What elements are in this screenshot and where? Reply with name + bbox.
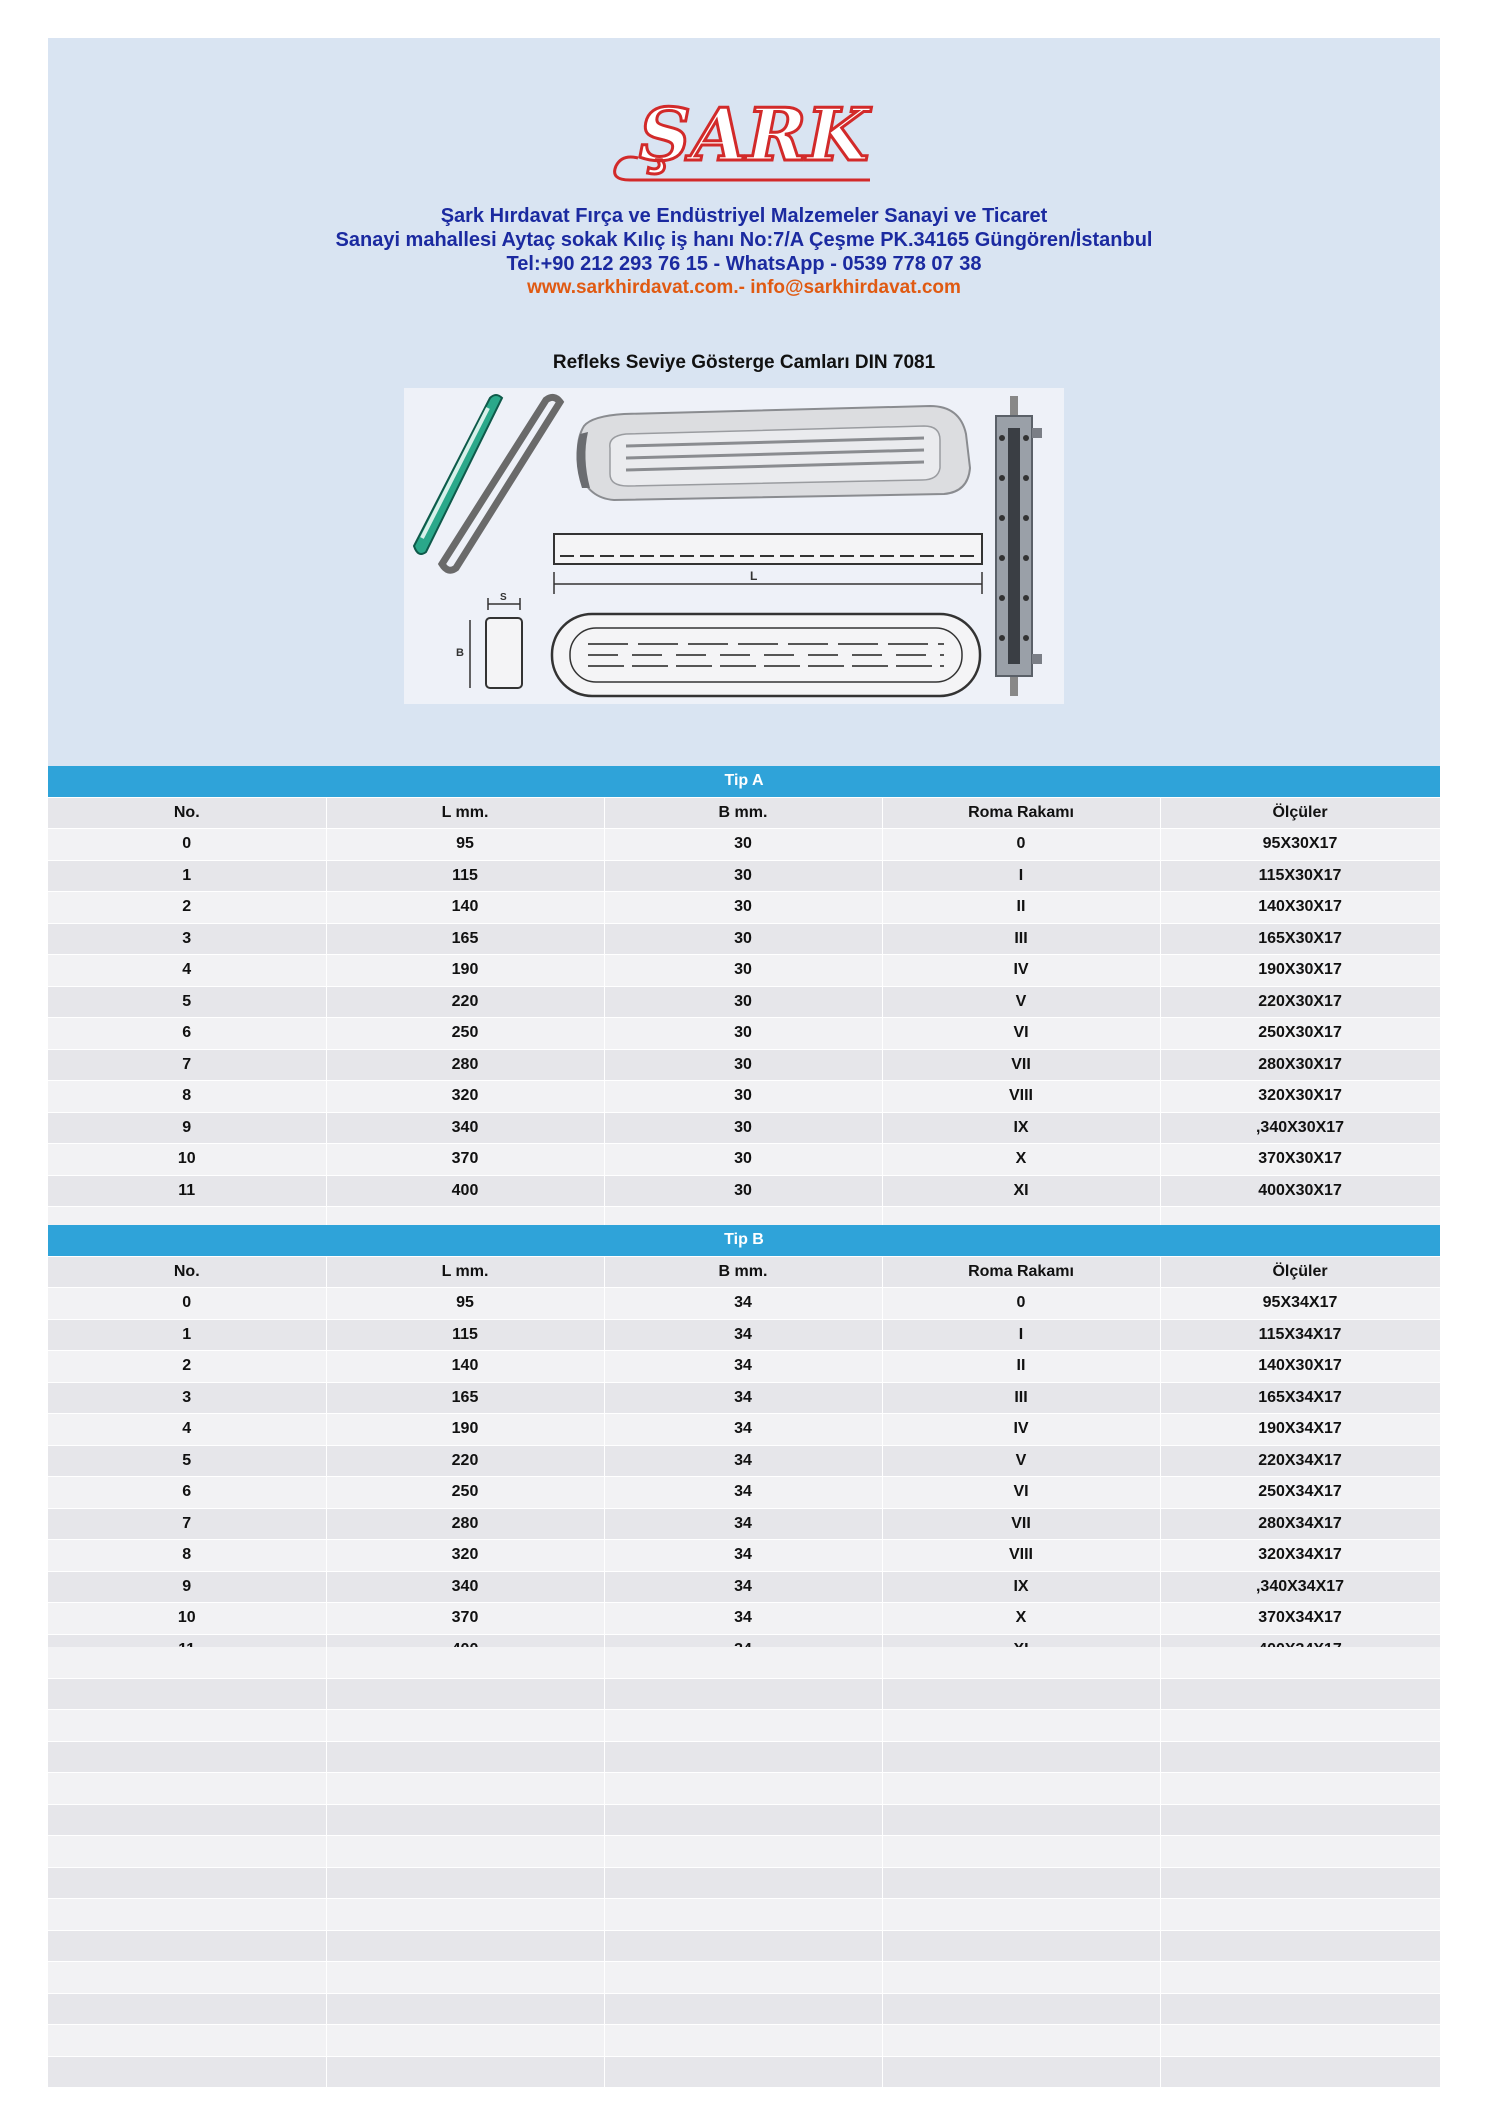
column-header: Roma Rakamı bbox=[882, 797, 1160, 829]
cell-no: 3 bbox=[48, 923, 326, 955]
empty-row bbox=[48, 1899, 1440, 1931]
cell-l: 250 bbox=[326, 1018, 604, 1050]
tip-b-header-row bbox=[48, 1256, 1440, 1288]
table-row bbox=[48, 1477, 1440, 1509]
column-header: Ölçüler bbox=[1160, 797, 1440, 829]
cell-dimensions: 95X30X17 bbox=[1160, 829, 1440, 861]
empty-row bbox=[48, 2056, 1440, 2088]
cell-b: 30 bbox=[604, 892, 882, 924]
table-row bbox=[48, 986, 1440, 1018]
cell-roman: V bbox=[882, 986, 1160, 1018]
cell-dimensions: 115X34X17 bbox=[1160, 1319, 1440, 1351]
cell-dimensions: 320X34X17 bbox=[1160, 1540, 1440, 1572]
tip-a-title: Tip A bbox=[48, 766, 1440, 797]
cell-dimensions: 95X34X17 bbox=[1160, 1288, 1440, 1320]
cell-roman: I bbox=[882, 860, 1160, 892]
cell-b: 30 bbox=[604, 923, 882, 955]
column-header: Ölçüler bbox=[1160, 1256, 1440, 1288]
cell-no: 4 bbox=[48, 955, 326, 987]
company-web: www.sarkhirdavat.com.- info@sarkhirdavat.com bbox=[527, 277, 961, 298]
cell-l: 95 bbox=[326, 1288, 604, 1320]
empty-rows-table bbox=[48, 1647, 1441, 2088]
table-row bbox=[48, 1319, 1440, 1351]
empty-row bbox=[48, 1962, 1440, 1994]
cell-roman: III bbox=[882, 923, 1160, 955]
cell-dimensions: 115X30X17 bbox=[1160, 860, 1440, 892]
cell-no: 3 bbox=[48, 1382, 326, 1414]
cell-no: 2 bbox=[48, 892, 326, 924]
label-s: S bbox=[500, 592, 507, 603]
cell-dimensions: 165X30X17 bbox=[1160, 923, 1440, 955]
cell-l: 140 bbox=[326, 892, 604, 924]
cell-b: 30 bbox=[604, 1081, 882, 1113]
empty-row bbox=[48, 1836, 1440, 1868]
empty-row bbox=[48, 1710, 1440, 1742]
empty-row bbox=[48, 1993, 1440, 2025]
cell-no: 5 bbox=[48, 1445, 326, 1477]
cell-dimensions: 250X34X17 bbox=[1160, 1477, 1440, 1509]
table-row bbox=[48, 1112, 1440, 1144]
empty-row bbox=[48, 1773, 1440, 1805]
cell-no: 8 bbox=[48, 1540, 326, 1572]
cell-b: 34 bbox=[604, 1288, 882, 1320]
cell-roman: V bbox=[882, 1445, 1160, 1477]
cell-no: 11 bbox=[48, 1175, 326, 1207]
cell-b: 30 bbox=[604, 1175, 882, 1207]
cell-l: 280 bbox=[326, 1508, 604, 1540]
company-address: Sanayi mahallesi Aytaç sokak Kılıç iş hanı No:7/A Çeşme PK.34165 Güngören/İstanbul bbox=[335, 229, 1153, 251]
tip-a-table bbox=[48, 766, 1441, 1239]
product-figure bbox=[404, 388, 1064, 704]
table-row bbox=[48, 1445, 1440, 1477]
cell-no: 5 bbox=[48, 986, 326, 1018]
cell-no: 9 bbox=[48, 1112, 326, 1144]
dimension-l bbox=[554, 569, 982, 594]
cell-no: 7 bbox=[48, 1508, 326, 1540]
cell-dimensions: 140X30X17 bbox=[1160, 1351, 1440, 1383]
table-row bbox=[48, 892, 1440, 924]
cross-section-illustration bbox=[456, 592, 522, 688]
cell-roman: X bbox=[882, 1144, 1160, 1176]
table-row bbox=[48, 1081, 1440, 1113]
cell-dimensions: 165X34X17 bbox=[1160, 1382, 1440, 1414]
company-block bbox=[48, 204, 1440, 300]
cell-roman: II bbox=[882, 892, 1160, 924]
cell-roman: III bbox=[882, 1382, 1160, 1414]
empty-row bbox=[48, 1804, 1440, 1836]
cell-dimensions: 190X34X17 bbox=[1160, 1414, 1440, 1446]
cell-roman: I bbox=[882, 1319, 1160, 1351]
table-row bbox=[48, 955, 1440, 987]
cell-no: 0 bbox=[48, 1288, 326, 1320]
cell-l: 340 bbox=[326, 1112, 604, 1144]
cell-b: 34 bbox=[604, 1351, 882, 1383]
column-header: No. bbox=[48, 1256, 326, 1288]
column-header: Roma Rakamı bbox=[882, 1256, 1160, 1288]
cell-dimensions: ,340X34X17 bbox=[1160, 1571, 1440, 1603]
column-header: L mm. bbox=[326, 797, 604, 829]
cell-b: 30 bbox=[604, 1144, 882, 1176]
sark-logo bbox=[48, 80, 1440, 192]
cell-l: 190 bbox=[326, 1414, 604, 1446]
cell-dimensions: 370X30X17 bbox=[1160, 1144, 1440, 1176]
cell-b: 34 bbox=[604, 1508, 882, 1540]
cell-l: 320 bbox=[326, 1081, 604, 1113]
tip-a-header-row bbox=[48, 797, 1440, 829]
gasket-pair-illustration bbox=[414, 395, 560, 570]
cell-dimensions: 220X30X17 bbox=[1160, 986, 1440, 1018]
cell-roman: IV bbox=[882, 1414, 1160, 1446]
cell-roman: IX bbox=[882, 1112, 1160, 1144]
cell-roman: VIII bbox=[882, 1081, 1160, 1113]
cell-dimensions: ,340X30X17 bbox=[1160, 1112, 1440, 1144]
company-phone: Tel:+90 212 293 76 15 - WhatsApp - 0539 778 07 38 bbox=[506, 253, 982, 275]
cell-dimensions: 370X34X17 bbox=[1160, 1603, 1440, 1635]
column-header: L mm. bbox=[326, 1256, 604, 1288]
cell-no: 0 bbox=[48, 829, 326, 861]
cell-b: 30 bbox=[604, 955, 882, 987]
glass-3d-illustration bbox=[576, 406, 970, 500]
cell-no: 9 bbox=[48, 1571, 326, 1603]
cell-l: 340 bbox=[326, 1571, 604, 1603]
cell-dimensions: 250X30X17 bbox=[1160, 1018, 1440, 1050]
cell-roman: VI bbox=[882, 1477, 1160, 1509]
cell-no: 10 bbox=[48, 1603, 326, 1635]
table-row bbox=[48, 1288, 1440, 1320]
cell-b: 34 bbox=[604, 1603, 882, 1635]
cell-roman: XI bbox=[882, 1175, 1160, 1207]
table-row bbox=[48, 1144, 1440, 1176]
cell-roman: 0 bbox=[882, 1288, 1160, 1320]
cell-dimensions: 190X30X17 bbox=[1160, 955, 1440, 987]
cell-l: 220 bbox=[326, 1445, 604, 1477]
cell-roman: IX bbox=[882, 1571, 1160, 1603]
cell-no: 7 bbox=[48, 1049, 326, 1081]
cell-l: 115 bbox=[326, 1319, 604, 1351]
cell-roman: VII bbox=[882, 1508, 1160, 1540]
cell-l: 165 bbox=[326, 923, 604, 955]
table-row bbox=[48, 923, 1440, 955]
cell-l: 370 bbox=[326, 1144, 604, 1176]
cell-l: 190 bbox=[326, 955, 604, 987]
cell-b: 34 bbox=[604, 1571, 882, 1603]
table-row bbox=[48, 1018, 1440, 1050]
cell-no: 10 bbox=[48, 1144, 326, 1176]
header-panel bbox=[48, 38, 1440, 766]
cell-no: 1 bbox=[48, 1319, 326, 1351]
table-row bbox=[48, 1414, 1440, 1446]
cell-b: 30 bbox=[604, 829, 882, 861]
glass-side-profile bbox=[554, 534, 982, 564]
cell-b: 34 bbox=[604, 1319, 882, 1351]
cell-roman: X bbox=[882, 1603, 1160, 1635]
cell-l: 280 bbox=[326, 1049, 604, 1081]
cell-l: 165 bbox=[326, 1382, 604, 1414]
cell-roman: VIII bbox=[882, 1540, 1160, 1572]
cell-no: 1 bbox=[48, 860, 326, 892]
cell-roman: 0 bbox=[882, 829, 1160, 861]
cell-b: 34 bbox=[604, 1382, 882, 1414]
cell-no: 6 bbox=[48, 1477, 326, 1509]
cell-roman: VII bbox=[882, 1049, 1160, 1081]
table-row bbox=[48, 1571, 1440, 1603]
cell-b: 30 bbox=[604, 986, 882, 1018]
cell-b: 30 bbox=[604, 1018, 882, 1050]
label-b: B bbox=[456, 647, 464, 659]
table-row bbox=[48, 829, 1440, 861]
cell-b: 30 bbox=[604, 860, 882, 892]
cell-l: 370 bbox=[326, 1603, 604, 1635]
cell-no: 8 bbox=[48, 1081, 326, 1113]
table-row bbox=[48, 1175, 1440, 1207]
empty-row bbox=[48, 1647, 1440, 1678]
cell-no: 6 bbox=[48, 1018, 326, 1050]
column-header: B mm. bbox=[604, 797, 882, 829]
empty-row bbox=[48, 1867, 1440, 1899]
cell-b: 34 bbox=[604, 1414, 882, 1446]
cell-no: 2 bbox=[48, 1351, 326, 1383]
tip-b-title: Tip B bbox=[48, 1225, 1440, 1256]
logo-wordmark: ŞARK bbox=[638, 92, 870, 177]
table-row bbox=[48, 1603, 1440, 1635]
cell-no: 4 bbox=[48, 1414, 326, 1446]
column-header: B mm. bbox=[604, 1256, 882, 1288]
table-row bbox=[48, 860, 1440, 892]
table-row bbox=[48, 1540, 1440, 1572]
cell-roman: VI bbox=[882, 1018, 1160, 1050]
cell-dimensions: 280X34X17 bbox=[1160, 1508, 1440, 1540]
cell-roman: IV bbox=[882, 955, 1160, 987]
cell-dimensions: 280X30X17 bbox=[1160, 1049, 1440, 1081]
cell-l: 250 bbox=[326, 1477, 604, 1509]
empty-row bbox=[48, 2025, 1440, 2057]
column-header: No. bbox=[48, 797, 326, 829]
empty-row bbox=[48, 1678, 1440, 1710]
cell-l: 95 bbox=[326, 829, 604, 861]
cell-dimensions: 220X34X17 bbox=[1160, 1445, 1440, 1477]
glass-top-view bbox=[552, 614, 980, 696]
table-row bbox=[48, 1049, 1440, 1081]
cell-l: 140 bbox=[326, 1351, 604, 1383]
empty-row bbox=[48, 1930, 1440, 1962]
cell-roman: II bbox=[882, 1351, 1160, 1383]
cell-b: 34 bbox=[604, 1540, 882, 1572]
cell-b: 30 bbox=[604, 1049, 882, 1081]
gauge-assembly-illustration bbox=[996, 396, 1042, 696]
table-row bbox=[48, 1508, 1440, 1540]
cell-l: 400 bbox=[326, 1175, 604, 1207]
cell-dimensions: 400X30X17 bbox=[1160, 1175, 1440, 1207]
cell-dimensions: 140X30X17 bbox=[1160, 892, 1440, 924]
document-title: Refleks Seviye Gösterge Camları DIN 7081 bbox=[552, 352, 936, 373]
table-row bbox=[48, 1382, 1440, 1414]
cell-l: 115 bbox=[326, 860, 604, 892]
table-row bbox=[48, 1351, 1440, 1383]
cell-b: 34 bbox=[604, 1445, 882, 1477]
empty-row bbox=[48, 1741, 1440, 1773]
cell-l: 220 bbox=[326, 986, 604, 1018]
page-sheet bbox=[48, 38, 1440, 2078]
label-l: L bbox=[750, 569, 758, 583]
tip-b-table bbox=[48, 1225, 1441, 1666]
cell-dimensions: 320X30X17 bbox=[1160, 1081, 1440, 1113]
company-name: Şark Hırdavat Fırça ve Endüstriyel Malzemeler Sanayi ve Ticaret bbox=[440, 205, 1048, 227]
cell-l: 320 bbox=[326, 1540, 604, 1572]
cell-b: 34 bbox=[604, 1477, 882, 1509]
cell-b: 30 bbox=[604, 1112, 882, 1144]
